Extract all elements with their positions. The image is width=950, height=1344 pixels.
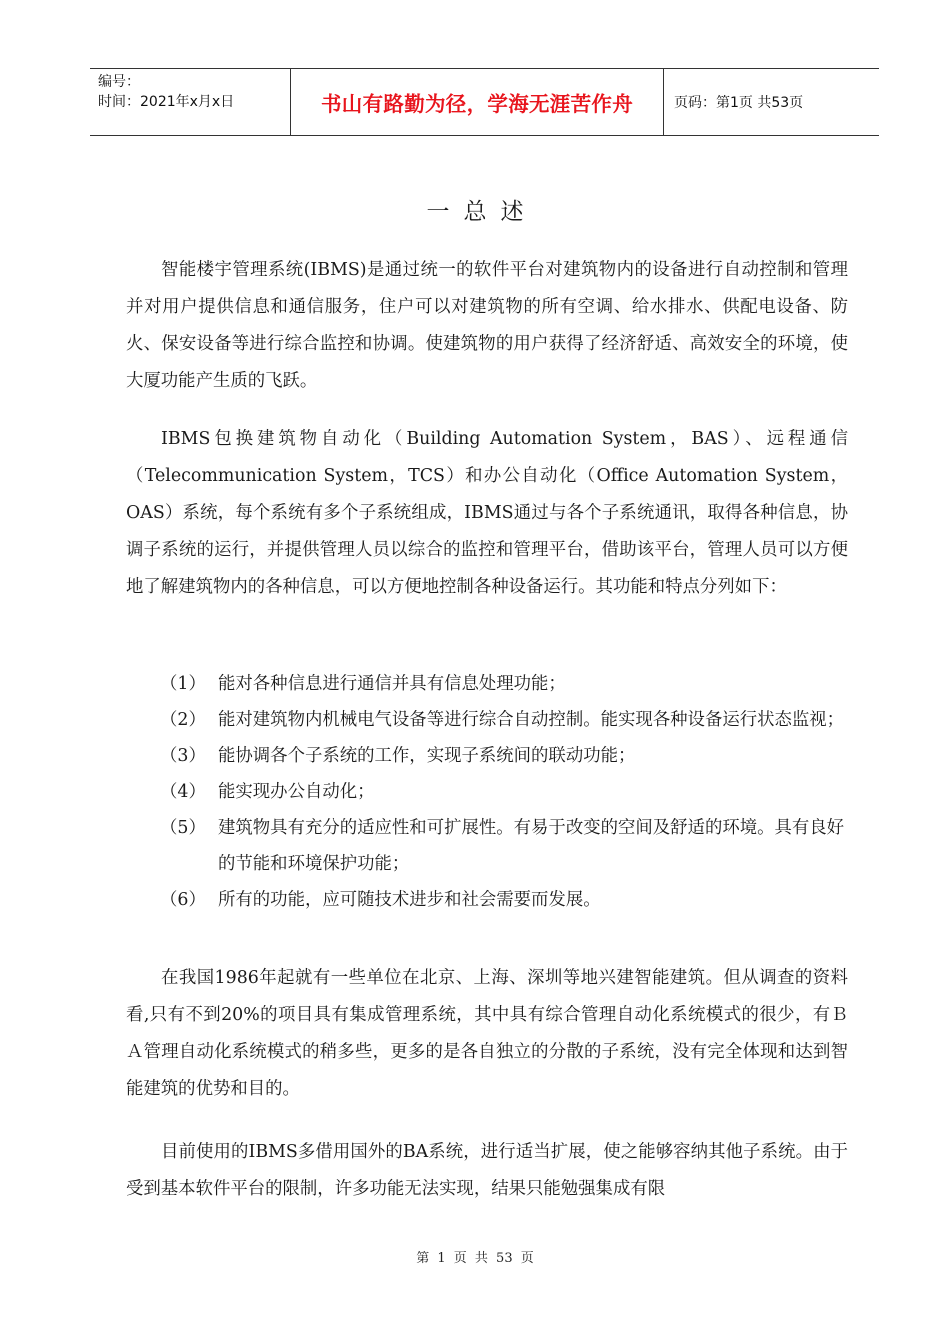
paragraph-current-usage: 目前使用的IBMS多借用国外的BA系统，进行适当扩展，使之能够容纳其他子系统。由于受到基本软件平台的限制，许多功能无法实现，结果只能勉强集成有限 bbox=[126, 1142, 848, 1199]
header-motto: 书山有路勤为径，学海无涯苦作舟 bbox=[321, 92, 633, 116]
header-page-info: 页码：第1页 共53页 bbox=[674, 95, 804, 111]
paragraph-china-history: 在我国1986年起就有一些单位在北京、上海、深圳等地兴建智能建筑。但从调查的资料看,只有不到20%的项目具有集成管理系统，其中具有综合管理自动化系统模式的很少，有ＢＡ管理自动化系统模式的稍多些，更多的是各自独立的分散的子系统，没有完全体现和达到智能建筑的优势和目的。 bbox=[126, 968, 848, 1099]
list-item-number: （3） bbox=[160, 746, 206, 766]
list-item-text: 能协调各个子系统的工作，实现子系统间的联动功能； bbox=[218, 746, 636, 766]
feature-list bbox=[126, 666, 848, 918]
page-header bbox=[90, 68, 879, 136]
list-item-text: 能对建筑物内机械电气设备等进行综合自动控制。能实现各种设备运行状态监视； bbox=[218, 710, 845, 730]
list-item-text: 能对各种信息进行通信并具有信息处理功能； bbox=[218, 674, 566, 694]
list-item-number: （2） bbox=[160, 710, 206, 730]
time-label: 时间：2021年x月x日 bbox=[98, 94, 235, 110]
list-item-text: 建筑物具有充分的适应性和可扩展性。有易于改变的空间及舒适的环境。具有良好的节能和环境保护功能； bbox=[218, 818, 845, 874]
list-item-text: 能实现办公自动化； bbox=[218, 782, 375, 802]
serial-label: 编号： bbox=[98, 74, 140, 90]
list-item bbox=[126, 810, 848, 882]
list-item-number: （5） bbox=[160, 818, 206, 838]
list-item-text: 所有的功能，应可随技术进步和社会需要而发展。 bbox=[218, 890, 601, 910]
list-item bbox=[126, 702, 848, 738]
list-item-number: （1） bbox=[160, 674, 206, 694]
list-item bbox=[126, 666, 848, 702]
list-item-number: （6） bbox=[160, 890, 206, 910]
list-item bbox=[126, 774, 848, 810]
list-item-number: （4） bbox=[160, 782, 206, 802]
header-meta bbox=[98, 72, 234, 112]
paragraph-ibms-components: IBMS包换建筑物自动化（Building Automation System，BAS）、远程通信（Telecommunication System，TCS）和办公自动化（Office Automation System，OAS）系统，每个系统有多个子系统组成，IBMS通过与各个子系统通讯，取得各种信息，协调子系统的运行，并提供管理人员以综合的监控和管理平台，借助该平台，管理人员可以方便地了解建筑物内的各种信息，可以方便地控制各种设备运行。其功能和特点分列如下： bbox=[126, 429, 848, 597]
page-footer: 第 1 页 共 53 页 bbox=[416, 1251, 534, 1266]
header-divider-right bbox=[663, 69, 664, 135]
list-item bbox=[126, 738, 848, 774]
paragraph-intro: 智能楼宇管理系统(IBMS)是通过统一的软件平台对建筑物内的设备进行自动控制和管理并对用户提供信息和通信服务，住户可以对建筑物的所有空调、给水排水、供配电设备、防火、保安设备等进行综合监控和协调。使建筑物的用户获得了经济舒适、高效安全的环境，使大厦功能产生质的飞跃。 bbox=[126, 260, 848, 391]
section-title: 一总述 bbox=[426, 199, 538, 225]
list-item bbox=[126, 882, 848, 918]
